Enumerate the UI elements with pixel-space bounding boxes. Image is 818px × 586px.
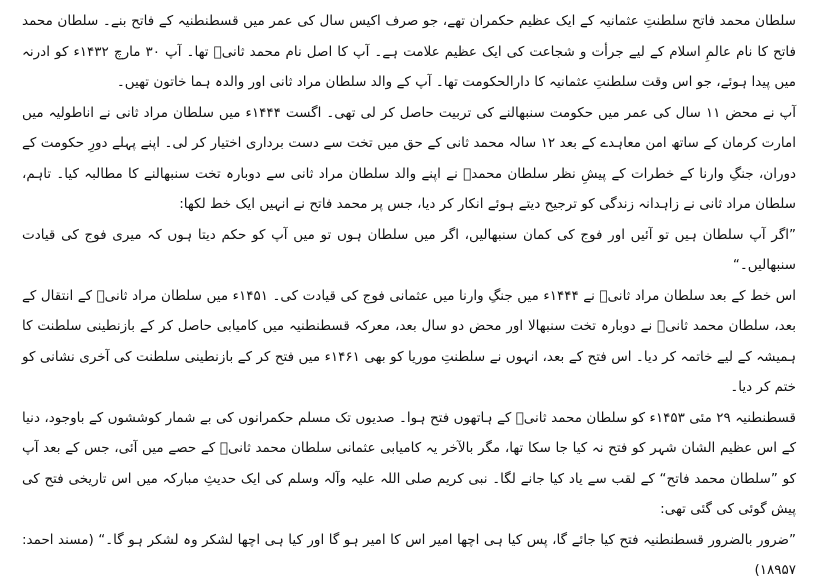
paragraph-hadith-quote: ”ضرور بالضرور قسطنطنیہ فتح کیا جائے گا، پس کیا ہی اچھا امیر اس کا امیر ہو گا اور کیا ہی اچھا لشکر وہ لشکر ہو گا۔“ (مسند احمد: ۱۸۹۵۷)	[22, 531, 796, 578]
paragraph-introduction: سلطان محمد فاتح سلطنتِ عثمانیہ کے ایک عظیم حکمران تھے، جو صرف اکیس سال کی عمر میں قسطنطنیہ کے فاتح بنے۔ سلطان محمد فاتح کا نام عالمِ اسلام کے لیے جرأت و شجاعت کی ایک عظیم علامت ہے۔ آپ کا اصل نام محمد ثانیؒ تھا۔ آپ ۳۰ مارچ ۱۴۳۲ء کو ادرنہ میں پیدا ہوئے، جو اس وقت سلطنتِ عثمانیہ کا دارالحکومت تھا۔ آپ کے والد سلطان مراد ثانی اور والدہ ہما خاتون تھیں۔	[22, 13, 796, 90]
paragraph-fall-of-constantinople: قسطنطنیہ ۲۹ مئی ۱۴۵۳ء کو سلطان محمد ثانیؒ کے ہاتھوں فتح ہوا۔ صدیوں تک مسلم حکمرانوں کی بے شمار کوششوں کے باوجود، دنیا کے اس عظیم الشان شہر کو فتح نہ کیا جا سکا تھا، مگر بالآخر یہ کامیابی عثمانی سلطان محمد ثانیؒ کے حصے میں آئی، جس کے بعد آپ کو ”سلطان محمد فاتح“ کے لقب سے یاد کیا جانے لگا۔ نبی کریم صلی اللہ علیہ وآلہ وسلم کی ایک حدیثِ مبارکہ میں اس تاریخی فتح کی پیش گوئی کی گئی تھی:	[22, 409, 796, 517]
paragraph-early-reign: آپ نے محض ۱۱ سال کی عمر میں حکومت سنبھالنے کی تربیت حاصل کر لی تھی۔ اگست ۱۴۴۴ء میں سلطان مراد ثانی نے اناطولیہ میں امارت کرمان کے ساتھ امن معاہدے کے بعد ۱۲ سالہ محمد ثانی کے حق میں تخت سے دست برداری اختیار کر لی۔ اپنے پہلے دورِ حکومت کے دوران، جنگِ وارنا کے خطرات کے پیشِ نظر سلطان محمدؒ نے اپنے والد سلطان مراد ثانی سے دوبارہ تخت سنبھالنے کا مطالبہ کیا۔ تاہم، سلطان مراد ثانی نے زاہدانہ زندگی کو ترجیح دیتے ہوئے انکار کر دیا، جس پر محمد فاتح نے انہیں ایک خط لکھا:	[22, 104, 796, 212]
paragraph-varna-and-conquest: اس خط کے بعد سلطان مراد ثانیؒ نے ۱۴۴۴ء میں جنگِ وارنا میں عثمانی فوج کی قیادت کی۔ ۱۴۵۱ء میں سلطان مراد ثانیؒ کے انتقال کے بعد، سلطان محمد ثانیؒ نے دوبارہ تخت سنبھالا اور محض دو سال بعد، معرکہ قسطنطنیہ میں کامیابی حاصل کر کے بازنطینی سلطنت کا ہمیشہ کے لیے خاتمہ کر دیا۔ اس فتح کے بعد، انہوں نے سلطنتِ موریا کو بھی ۱۴۶۱ء میں فتح کر کے بازنطینی سلطنت کی آخری نشانی کو ختم کر دیا۔	[22, 287, 796, 395]
paragraph-letter-quote: ”اگر آپ سلطان ہیں تو آئیں اور فوج کی کمان سنبھالیں، اگر میں سلطان ہوں تو میں آپ کو حکم دیتا ہوں کہ میری فوج کی قیادت سنبھالیں۔“	[22, 226, 796, 273]
article-page	[22, 0, 796, 578]
